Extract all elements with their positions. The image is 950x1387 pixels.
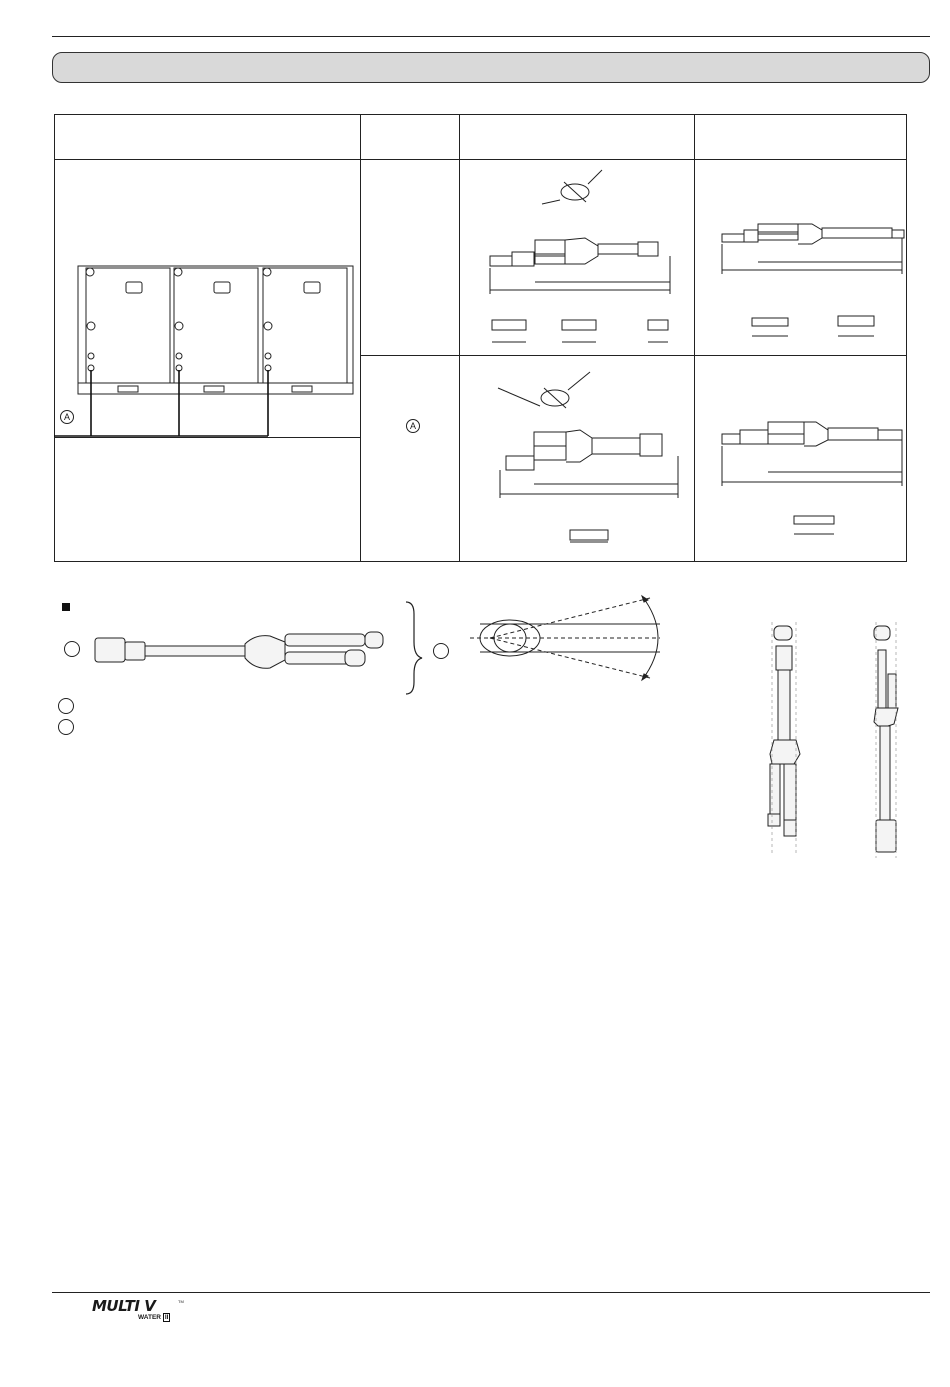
marker-a-diagram: A [60,410,74,424]
circle-label-2 [433,643,449,659]
circle-label-1 [64,641,80,657]
pipe-orientation-diagram [460,588,680,688]
logo-trademark: TM [178,1299,184,1304]
logo-sub-text: WATER II [138,1314,169,1321]
vertical-branch-pipe-right [864,622,914,862]
note-circle-2 [58,719,74,735]
table-col-divider-1 [360,115,361,561]
section-bullet [62,603,70,611]
table-col-divider-3 [694,115,695,561]
y-branch-drawing-4 [712,410,912,540]
y-branch-drawing-2 [712,210,912,350]
table-row-divider [360,355,906,356]
horizontal-branch-pipe [90,628,410,698]
table-col-divider-2 [459,115,460,561]
vertical-branch-pipe-left [762,622,822,862]
bottom-rule [52,1292,930,1293]
y-branch-drawing-1 [480,170,680,350]
section-banner [52,52,930,83]
marker-a-table: A [406,419,420,433]
y-branch-drawing-3 [480,372,690,552]
logo-main-text: MULTI V [92,1297,156,1315]
top-rule [52,36,930,37]
multi-v-water-logo [92,1297,192,1327]
outdoor-units-illustration [78,258,358,443]
table-header-divider [55,159,906,160]
note-circle-1 [58,698,74,714]
